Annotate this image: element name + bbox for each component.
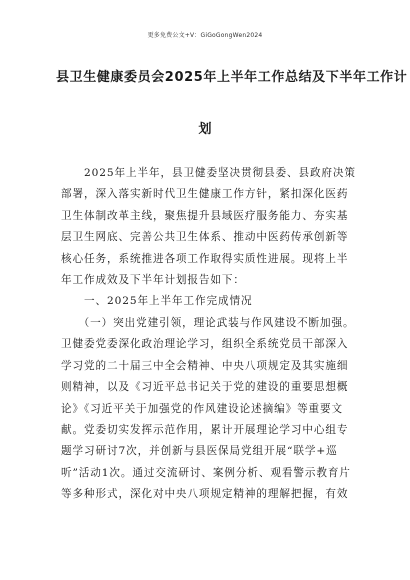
text-line: 等多种形式，深化对中央八项规定精神的理解把握，有效 bbox=[61, 488, 349, 501]
text-line: 年工作成效及下半年计划报告如下： bbox=[61, 274, 245, 287]
text-line: 部署，深入落实新时代卫生健康工作方针，紧扣深化医药 bbox=[61, 188, 349, 201]
text-line: 题学习研讨7次，并创新与县医保局党组开展“联学+巡 bbox=[61, 445, 338, 458]
section-heading: 一、2025年上半年工作完成情况 bbox=[61, 295, 253, 308]
text-line: 卫生体制改革主线，聚焦提升县域医疗服务能力、夯实基 bbox=[61, 209, 349, 222]
text-line: 层卫生网底、完善公共卫生体系、推动中医药传承创新等 bbox=[61, 231, 349, 244]
intro-paragraph bbox=[61, 163, 356, 313]
text-line: 则精神，以及《习近平总书记关于党的建设的重要思想概 bbox=[61, 381, 349, 394]
text-line: 核心任务，系统推进各项工作取得实质性进展。现将上半 bbox=[61, 252, 349, 265]
body-paragraph bbox=[61, 313, 353, 506]
text-line: 论》《习近平关于加强党的作风建设论述摘编》等重要文 bbox=[61, 402, 344, 415]
text-line: （一）突出党建引领，理论武装与作风建设不断加强。 bbox=[61, 317, 355, 329]
document-title-continued: 划 bbox=[198, 122, 212, 137]
text-line: 献。党委切实发挥示范作用，累计开展理论学习中心组专 bbox=[61, 424, 349, 437]
text-line: 听”活动1次。通过交流研讨、案例分析、观看警示教育片 bbox=[61, 466, 351, 479]
document-title: 县卫生健康委员会2025年上半年工作总结及下半年工作计 bbox=[56, 70, 408, 85]
text-line: 学习党的二十届三中全会精神、中央八项规定及其实施细 bbox=[61, 359, 349, 372]
text-line: 卫健委党委深化政治理论学习，组织全系统党员干部深入 bbox=[61, 338, 349, 351]
text-line: 2025年上半年，县卫健委坚决贯彻县委、县政府决策 bbox=[61, 167, 356, 179]
header-note: 更多免费公文+V：GiGoGongWen2024 bbox=[147, 32, 263, 39]
